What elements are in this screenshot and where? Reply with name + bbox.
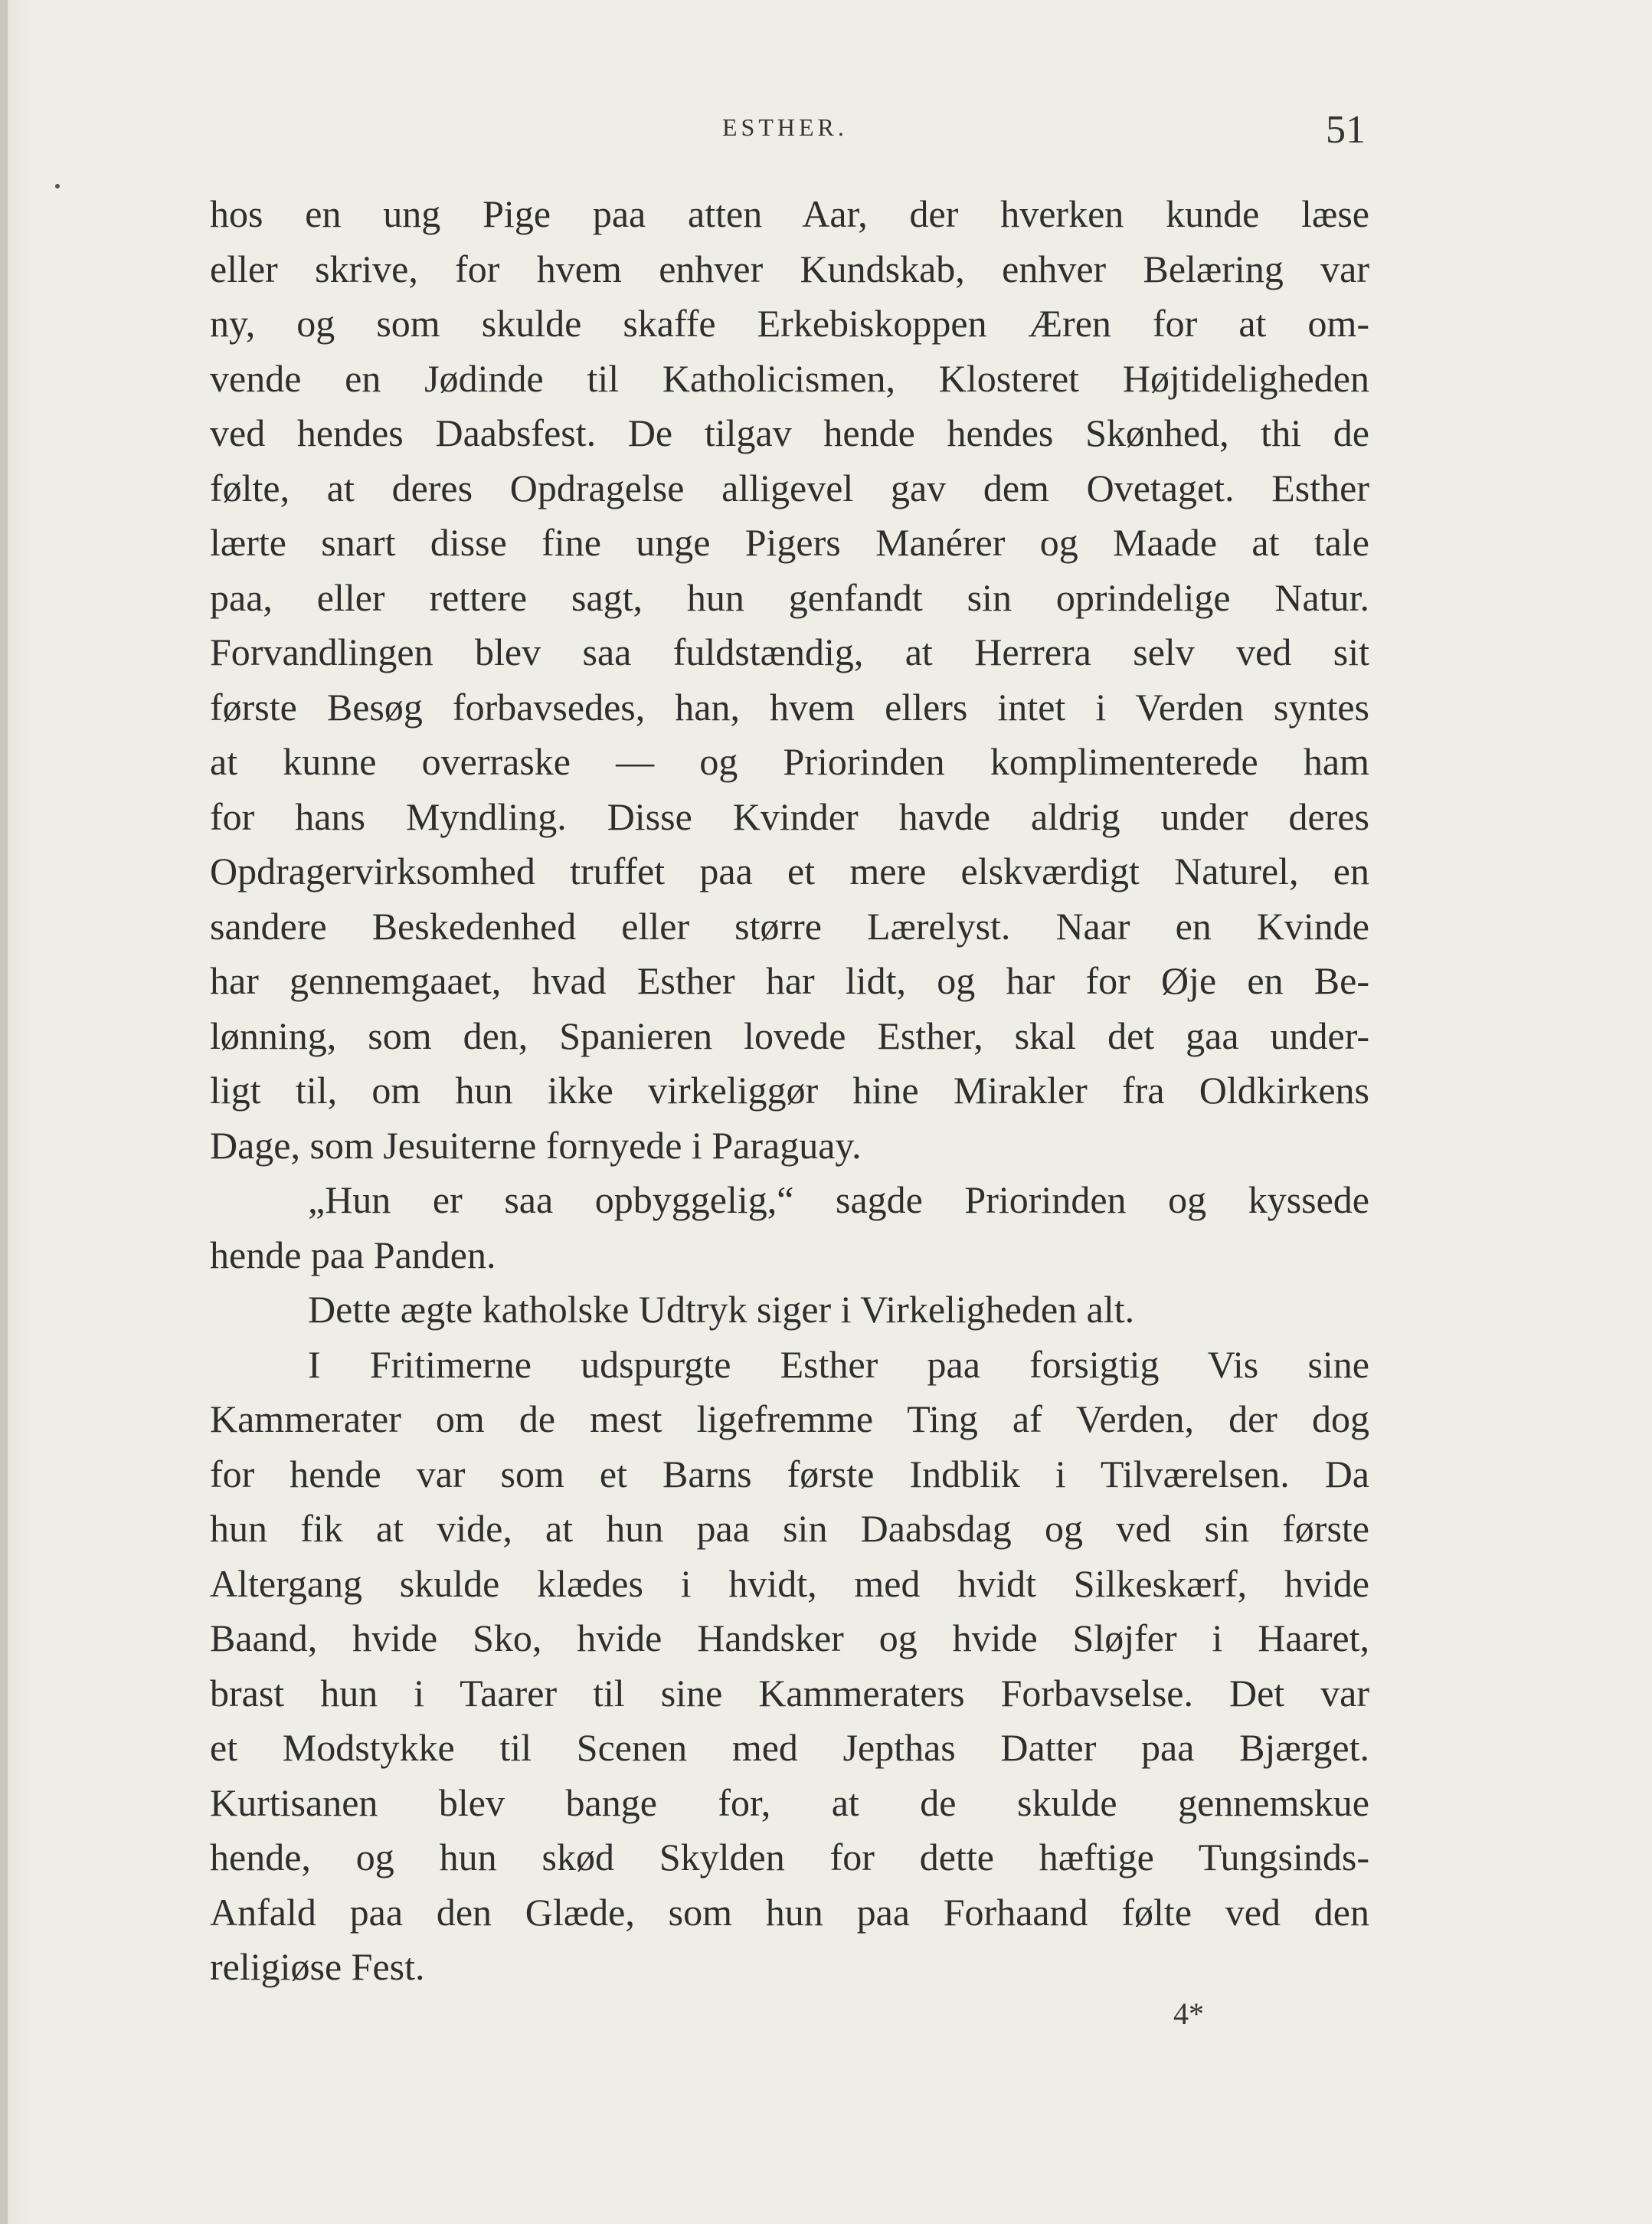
text-line: første Besøg forbavsedes, han, hvem ellers intet i Verden syntes — [210, 685, 1369, 729]
text-line: Anfald paa den Glæde, som hun paa Forhaand følte ved den — [210, 1890, 1369, 1934]
text-line: religiøse Fest. — [210, 1945, 425, 1988]
text-line: lærte snart disse fine unge Pigers Manérer og Maade at tale — [210, 521, 1369, 564]
text-line: vende en Jødinde til Katholicismen, Klosteret Højtideligheden — [210, 356, 1369, 400]
text-line: sandere Beskedenhed eller større Lærelyst. Naar en Kvinde — [210, 904, 1369, 948]
text-line: Dage, som Jesuiterne fornyede i Paraguay. — [210, 1123, 862, 1167]
running-title: ESTHER. — [722, 113, 848, 141]
text-line: Altergang skulde klædes i hvidt, med hvidt Silkeskærf, hvide — [210, 1561, 1369, 1605]
text-line: for hans Myndling. Disse Kvinder havde aldrig under deres — [210, 794, 1369, 838]
text-line: paa, eller rettere sagt, hun genfandt sin oprindelige Natur. — [210, 575, 1369, 619]
text-line: følte, at deres Opdragelse alligevel gav dem Ovetaget. Esther — [210, 466, 1369, 509]
text-line: hos en ung Pige paa atten Aar, der hverken kunde læse — [210, 192, 1369, 235]
text-line: Dette ægte katholske Udtryk siger i Virkeligheden alt. — [308, 1288, 1135, 1331]
text-line: ny, og som skulde skaffe Erkebiskoppen Æren for at om- — [210, 302, 1369, 345]
text-line: Opdragervirksomhed truffet paa et mere elskværdigt Naturel, en — [210, 850, 1369, 893]
text-line: et Modstykke til Scenen med Jepthas Datter paa Bjærget. — [210, 1726, 1369, 1769]
text-line: ved hendes Daabsfest. De tilgav hende hendes Skønhed, thi de — [210, 411, 1369, 454]
text-line: ligt til, om hun ikke virkeliggør hine Mirakler fra Oldkirkens — [210, 1069, 1369, 1112]
text-line: I Fritimerne udspurgte Esther paa forsigtig Vis sine — [308, 1342, 1369, 1386]
text-line: har gennemgaaet, hvad Esther har lidt, og har for Øje en Be- — [210, 959, 1369, 1002]
text-line: eller skrive, for hvem enhver Kundskab, enhver Belæring var — [210, 247, 1369, 290]
text-line: at kunne overraske — og Priorinden komplimenterede ham — [210, 740, 1369, 783]
text-line: Baand, hvide Sko, hvide Handsker og hvide Sløjfer i Haaret, — [210, 1616, 1369, 1659]
text-line: hende paa Panden. — [210, 1233, 496, 1276]
paper-speck — [55, 184, 60, 188]
text-line: brast hun i Taarer til sine Kammeraters Forbavselse. Det var — [210, 1671, 1369, 1715]
text-line: „Hun er saa opbyggelig,“ sagde Priorinden og kyssede — [308, 1178, 1369, 1221]
text-line: lønning, som den, Spanieren lovede Esther, skal det gaa under- — [210, 1014, 1369, 1057]
page-header — [0, 107, 1652, 153]
text-line: hun fik at vide, at hun paa sin Daabsdag og ved sin første — [210, 1507, 1369, 1550]
binding-edge — [0, 0, 8, 2224]
body-text — [210, 187, 1369, 1995]
text-line: for hende var som et Barns første Indblik i Tilværelsen. Da — [210, 1452, 1369, 1495]
text-line: hende, og hun skød Skylden for dette hæftige Tungsinds- — [210, 1836, 1369, 1878]
text-line: Forvandlingen blev saa fuldstændig, at Herrera selv ved sit — [210, 631, 1369, 673]
signature-mark: 4* — [1173, 1996, 1204, 2031]
text-line: Kurtisanen blev bange for, at de skulde gennemskue — [210, 1780, 1369, 1824]
text-line: Kammerater om de mest ligefremme Ting af Verden, der dog — [210, 1397, 1369, 1440]
page-number: 51 — [1326, 108, 1366, 152]
